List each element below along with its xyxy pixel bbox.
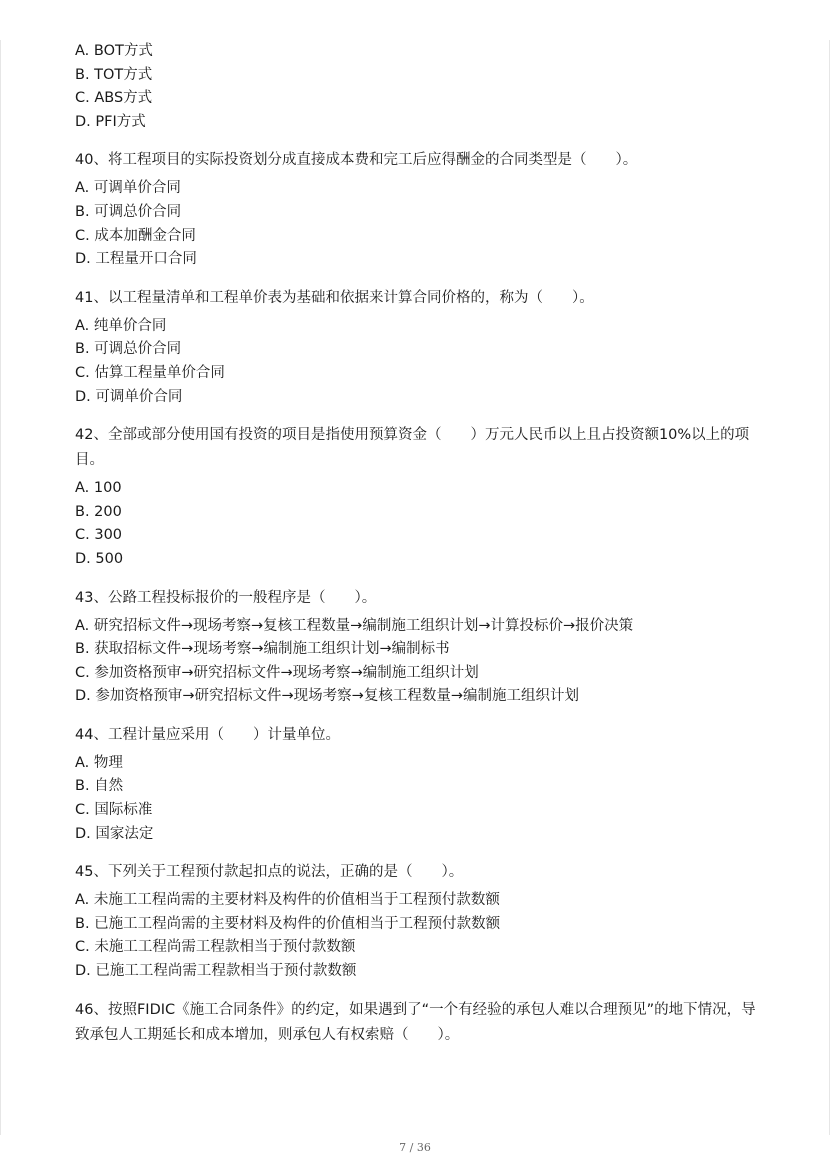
option-c: C. 未施工工程尚需工程款相当于预付款数额: [75, 939, 356, 956]
question-text: 42、全部或部分使用国有投资的项目是指使用预算资金（ ）万元人民币以上且占投资额10%以上的项目。: [75, 427, 750, 469]
question-43: [75, 586, 765, 709]
option-c: C. ABS方式: [75, 90, 153, 107]
option-a: A. 未施工工程尚需的主要材料及构件的价值相当于工程预付款数额: [75, 892, 500, 909]
question-40: [75, 148, 765, 271]
question-45: [75, 860, 765, 983]
question-41: [75, 286, 765, 409]
option-d: D. 500: [75, 550, 124, 567]
option-b: B. 可调总价合同: [75, 203, 182, 220]
option-a: A. 100: [75, 480, 122, 497]
option-c: C. 参加资格预审→研究招标文件→现场考察→编制施工组织计划: [75, 664, 479, 681]
question-text: 44、工程计量应采用（ ）计量单位。: [75, 726, 340, 743]
option-d: D. PFI方式: [75, 113, 146, 130]
option-b: B. 自然: [75, 778, 124, 795]
option-a: A. 研究招标文件→现场考察→复核工程数量→编制施工组织计划→计算投标价→报价决策: [75, 617, 634, 634]
question-text: 40、将工程项目的实际投资划分成直接成本费和完工后应得酬金的合同类型是（ ）。: [75, 152, 638, 169]
option-b: B. 可调总价合同: [75, 341, 182, 358]
option-c: C. 估算工程量单价合同: [75, 364, 225, 381]
question-42: [75, 423, 765, 571]
option-a: A. 可调单价合同: [75, 180, 181, 197]
page-left-edge: [0, 40, 1, 1135]
option-d: D. 已施工工程尚需工程款相当于预付款数额: [75, 963, 357, 980]
option-d: D. 国家法定: [75, 825, 154, 842]
question-text: 43、公路工程投标报价的一般程序是（ ）。: [75, 589, 377, 606]
option-b: B. 已施工工程尚需的主要材料及构件的价值相当于工程预付款数额: [75, 915, 501, 932]
option-a: A. BOT方式: [75, 43, 153, 59]
option-c: C. 国际标准: [75, 802, 153, 819]
option-a: A. 物理: [75, 754, 123, 771]
option-b: B. 获取招标文件→现场考察→编制施工组织计划→编制标书: [75, 641, 450, 658]
option-c: C. 成本加酬金合同: [75, 227, 196, 244]
page-content: [75, 40, 765, 1052]
option-b: B. TOT方式: [75, 66, 153, 83]
option-d: D. 可调单价合同: [75, 388, 183, 405]
question-text: 45、下列关于工程预付款起扣点的说法，正确的是（ ）。: [75, 864, 464, 881]
option-d: D. 参加资格预审→研究招标文件→现场考察→复核工程数量→编制施工组织计划: [75, 688, 579, 705]
question-text: 41、以工程量清单和工程单价表为基础和依据来计算合同价格的，称为（ ）。: [75, 289, 594, 306]
option-c: C. 300: [75, 527, 123, 544]
option-b: B. 200: [75, 503, 122, 520]
question-46: [75, 998, 765, 1048]
previous-question-options: [75, 40, 765, 134]
question-44: [75, 723, 765, 846]
page-number: 7 / 36: [399, 1141, 431, 1154]
option-a: A. 纯单价合同: [75, 317, 167, 334]
option-d: D. 工程量开口合同: [75, 251, 197, 268]
question-text: 46、按照FIDIC《施工合同条件》的约定，如果遇到了“一个有经验的承包人难以合理预见”的地下情况，导致承包人工期延长和成本增加，则承包人有权索赔（ ）。: [75, 1001, 756, 1043]
